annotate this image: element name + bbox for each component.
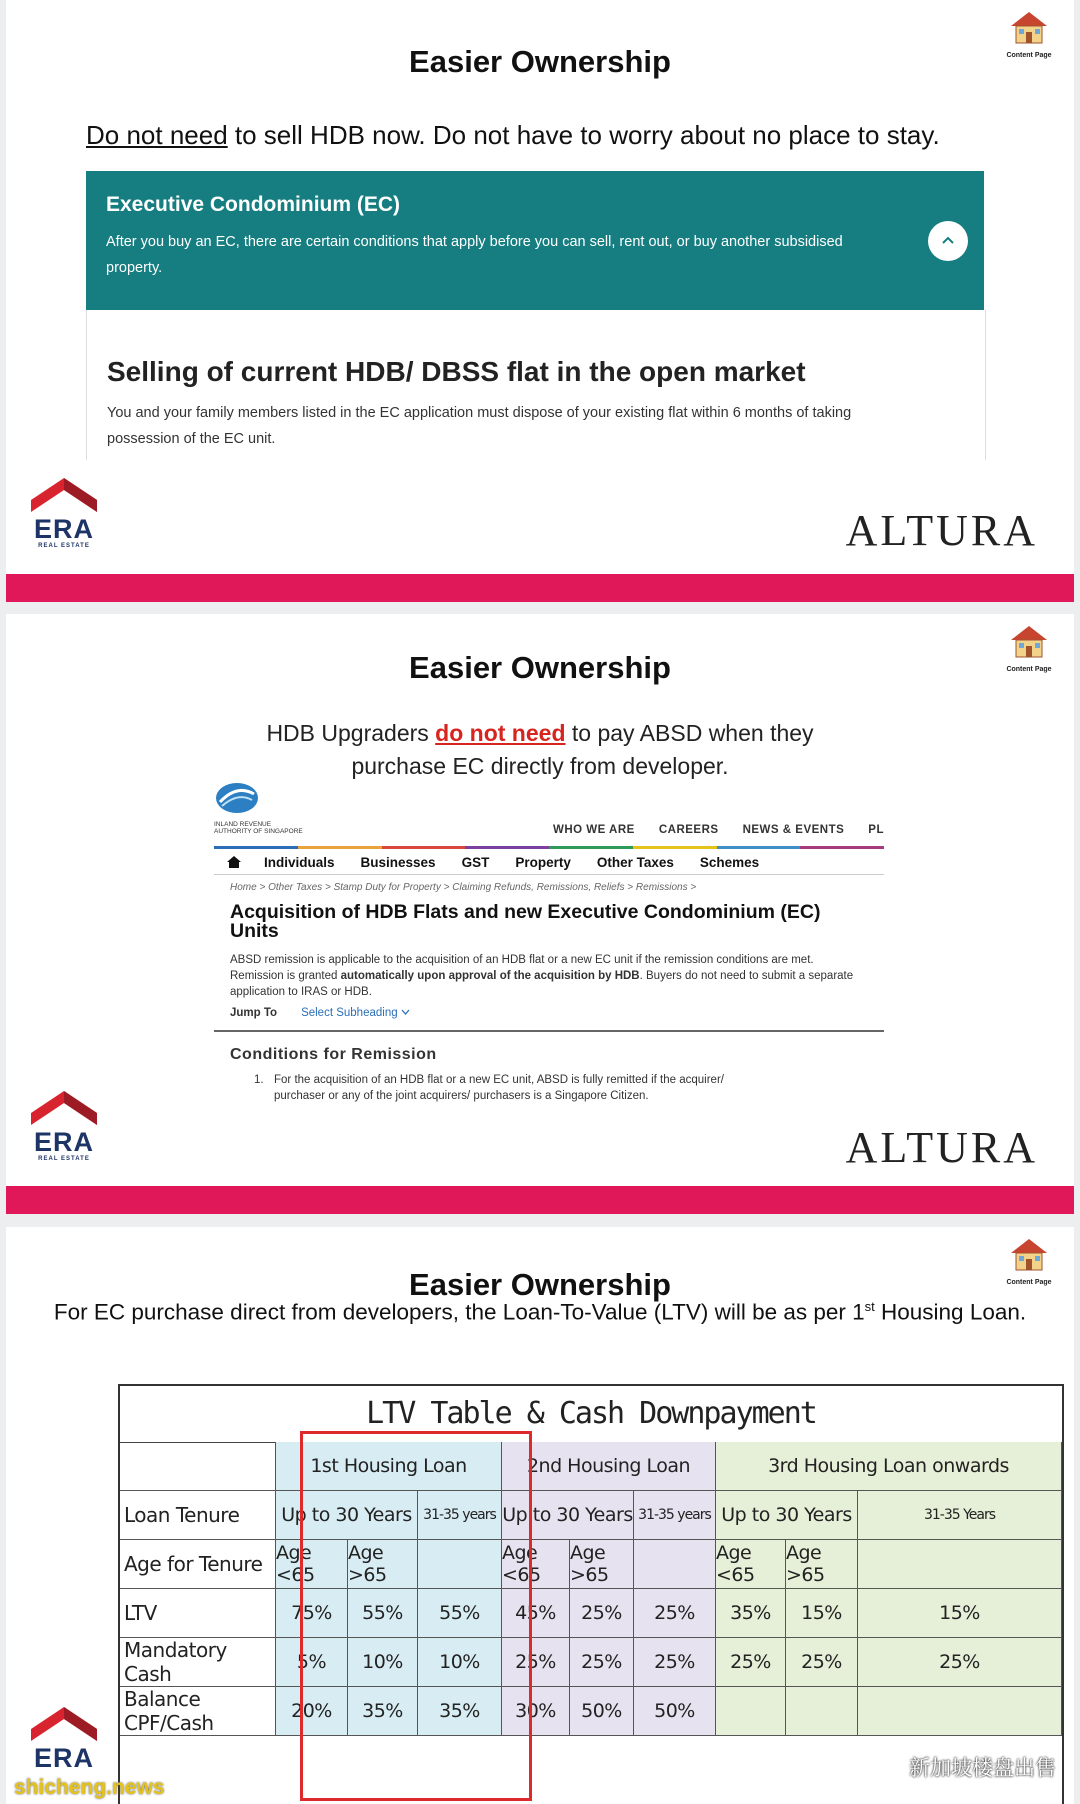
tenure-cell: 31-35 years (634, 1491, 716, 1540)
content-page-link[interactable] (1000, 1235, 1058, 1286)
nav-color-bar (214, 846, 884, 849)
slide-title: Easier Ownership (409, 44, 671, 79)
chevron-up-icon (940, 233, 956, 249)
era-roof-icon (31, 1091, 97, 1125)
nav-property[interactable]: Property (515, 854, 571, 870)
altura-logo: ALTURA (845, 506, 1038, 555)
divider (214, 1030, 884, 1032)
slide-2 (6, 614, 1074, 1214)
era-text: ERA (33, 1743, 94, 1773)
mandatory_cash-cell: 10% (348, 1638, 418, 1687)
era-logo (31, 1707, 97, 1773)
nav-gst[interactable]: GST (461, 854, 490, 870)
conditions-heading: Conditions for Remission (230, 1046, 437, 1063)
ltv-cell: 25% (570, 1589, 634, 1638)
balance-cell: 50% (634, 1687, 716, 1736)
slide-subtitle (86, 120, 940, 151)
era-logo (31, 1091, 97, 1162)
color-segment (800, 846, 884, 849)
tenure-cell: Up to 30 Years (502, 1491, 634, 1540)
subtitle-emphasis: Do not need (86, 120, 228, 150)
nav-businesses[interactable]: Businesses (360, 854, 436, 870)
row-label: LTV (120, 1589, 276, 1638)
subtitle-sup: st (864, 1299, 875, 1314)
group-header: 3rd Housing Loan onwards (716, 1442, 1062, 1491)
sell-flat-section (86, 310, 986, 460)
row-label: Mandatory Cash (120, 1638, 276, 1687)
iras-name: INLAND REVENUE AUTHORITY OF SINGAPORE (214, 821, 303, 835)
mandatory_cash-cell: 25% (570, 1638, 634, 1687)
nav-news-events[interactable]: NEWS & EVENTS (742, 824, 845, 836)
era-roof-icon (31, 478, 97, 512)
collapse-button[interactable] (928, 221, 968, 261)
ltv-cell: 15% (858, 1589, 1062, 1638)
ec-accordion-header[interactable] (86, 171, 984, 310)
footer-band (6, 574, 1074, 602)
jump-label: Jump To (230, 1007, 278, 1019)
condition-text: For the acquisition of an HDB flat or a new EC unit, ABSD is fully remitted if the acquirer/ purchaser or any of the joint acquirers/ purchasers is a Singapore Citizen. (274, 1074, 724, 1102)
top-nav (529, 824, 884, 836)
mandatory_cash-cell: 5% (276, 1638, 348, 1687)
subtitle-text: HDB Upgraders (266, 720, 436, 746)
subheading-select[interactable]: Select Subheading (301, 1007, 398, 1019)
house-icon (1007, 622, 1051, 660)
row-label: Loan Tenure (120, 1491, 276, 1540)
tenure-cell: 31-35 Years (858, 1491, 1062, 1540)
mandatory_cash-cell: 25% (858, 1638, 1062, 1687)
ages-cell: Age >65 (348, 1540, 418, 1589)
ages-cell: Age <65 (276, 1540, 348, 1589)
altura-logo: ALTURA (845, 1123, 1038, 1172)
home-icon[interactable] (226, 855, 242, 869)
iras-screenshot (214, 782, 884, 1112)
mandatory_cash-cell: 10% (418, 1638, 502, 1687)
slide-title: Easier Ownership (409, 650, 671, 685)
ages-cell (858, 1540, 1062, 1589)
content-page-label: Content Page (1006, 1279, 1052, 1286)
footer-band (6, 1186, 1074, 1214)
color-segment (465, 846, 549, 849)
ages-cell: Age <65 (716, 1540, 786, 1589)
iras-logo (214, 782, 304, 835)
color-segment (382, 846, 466, 849)
mandatory_cash-cell: 25% (716, 1638, 786, 1687)
nav-other-taxes[interactable]: Other Taxes (596, 854, 674, 870)
nav-more[interactable]: PL (868, 824, 884, 836)
balance-cell: 30% (502, 1687, 570, 1736)
house-icon (1007, 1235, 1051, 1273)
group-header: 1st Housing Loan (276, 1442, 502, 1491)
color-segment (298, 846, 382, 849)
tenure-cell: Up to 30 Years (716, 1491, 858, 1540)
row-label: Age for Tenure (120, 1540, 276, 1589)
group-header: 2nd Housing Loan (502, 1442, 716, 1491)
era-text: ERA (33, 514, 94, 544)
ltv-cell: 55% (348, 1589, 418, 1638)
sell-title: Selling of current HDB/ DBSS flat in the open market (107, 356, 806, 387)
ltv-table-title: LTV Table & Cash Downpayment (120, 1386, 1062, 1443)
balance-cell: 35% (348, 1687, 418, 1736)
breadcrumb[interactable]: Home > Other Taxes > Stamp Duty for Property > Claiming Refunds, Remissions, Reliefs > Remissions > (230, 882, 697, 893)
condition-number: 1. (254, 1074, 264, 1086)
nav-schemes[interactable]: Schemes (699, 854, 760, 870)
slide-3 (6, 1227, 1074, 1804)
slide-subtitle (6, 717, 1074, 783)
era-sub: REAL ESTATE (38, 543, 90, 549)
balance-cell (858, 1687, 1062, 1736)
era-roof-icon (31, 1707, 97, 1741)
subtitle-emphasis: do not need (435, 720, 566, 746)
color-segment (633, 846, 717, 849)
balance-cell: 50% (570, 1687, 634, 1736)
ages-cell (634, 1540, 716, 1589)
era-sub: REAL ESTATE (38, 1156, 90, 1162)
color-segment (214, 846, 298, 849)
para-text: . Buyers do not need to submit a separate application to IRAS or HDB. (230, 970, 854, 998)
ltv-cell: 45% (502, 1589, 570, 1638)
first-loan-highlight-box (300, 1431, 532, 1801)
subtitle-text: For EC purchase direct from developers, the Loan-To-Value (LTV) will be as per 1 (53, 1299, 865, 1325)
content-page-label: Content Page (1006, 666, 1052, 673)
balance-cell (716, 1687, 786, 1736)
era-text: ERA (33, 1127, 94, 1157)
ltv-cell: 75% (276, 1589, 348, 1638)
row-label: Balance CPF/Cash (120, 1687, 276, 1736)
subtitle-text: to sell HDB now. Do not have to worry about no place to stay. (227, 120, 940, 150)
ec-title: Executive Condominium (EC) (106, 193, 401, 216)
subtitle-text: Housing Loan. (874, 1299, 1027, 1325)
content-page-link[interactable] (1000, 622, 1058, 673)
para-bold: automatically upon approval of the acquisition by HDB (340, 970, 640, 982)
iras-heading: Acquisition of HDB Flats and new Executive Condominium (EC) Units (230, 901, 821, 942)
subtitle-text: to pay ABSD when they (565, 720, 814, 746)
ltv-table (118, 1384, 1064, 1804)
balance-cell: 35% (418, 1687, 502, 1736)
sell-description: You and your family members listed in the EC application must dispose of your existing flat within 6 months of taking possession of the EC unit. (107, 405, 852, 447)
jump-to (230, 1007, 410, 1019)
tenure-cell: 31-35 years (418, 1491, 502, 1540)
ec-description: After you buy an EC, there are certain conditions that apply before you can sell, rent out, or buy another subsidised property. (106, 234, 843, 276)
ltv-cell: 25% (634, 1589, 716, 1638)
content-page-link[interactable] (1000, 8, 1058, 59)
ltv-cell: 15% (786, 1589, 858, 1638)
table-corner-cell (120, 1442, 276, 1491)
mandatory_cash-cell: 25% (786, 1638, 858, 1687)
era-logo (31, 478, 97, 549)
ages-cell: Age <65 (502, 1540, 570, 1589)
para-text: ABSD remission is applicable to the acquisition of an HDB flat or a new EC unit if the remission conditions are met. Remission is granted (230, 954, 814, 982)
nav-careers[interactable]: CAREERS (658, 824, 719, 836)
slide-subtitle (6, 1299, 1074, 1326)
house-icon (1007, 8, 1051, 46)
balance-cell: 20% (276, 1687, 348, 1736)
site-watermark: shicheng.news (14, 1776, 165, 1799)
ltv-cell: 55% (418, 1589, 502, 1638)
main-nav (214, 850, 884, 875)
ltv-cell: 35% (716, 1589, 786, 1638)
nav-who-we-are[interactable]: WHO WE ARE (552, 824, 635, 836)
iras-emblem-icon (214, 782, 260, 814)
content-page-label: Content Page (1006, 52, 1052, 59)
slide-title: Easier Ownership (409, 1267, 671, 1302)
balance-cell (786, 1687, 858, 1736)
subtitle-line-2: purchase EC directly from developer. (351, 753, 729, 779)
ages-cell: Age >65 (786, 1540, 858, 1589)
tenure-cell: Up to 30 Years (276, 1491, 418, 1540)
ages-cell: Age >65 (570, 1540, 634, 1589)
color-segment (717, 846, 801, 849)
chevron-down-icon (401, 1009, 410, 1016)
iras-paragraph (230, 952, 870, 1000)
wechat-watermark: 新加坡楼盘出售 (909, 1757, 1056, 1780)
mandatory_cash-cell: 25% (634, 1638, 716, 1687)
slide-1 (6, 0, 1074, 602)
mandatory_cash-cell: 25% (502, 1638, 570, 1687)
nav-individuals[interactable]: Individuals (264, 854, 335, 870)
color-segment (549, 846, 633, 849)
